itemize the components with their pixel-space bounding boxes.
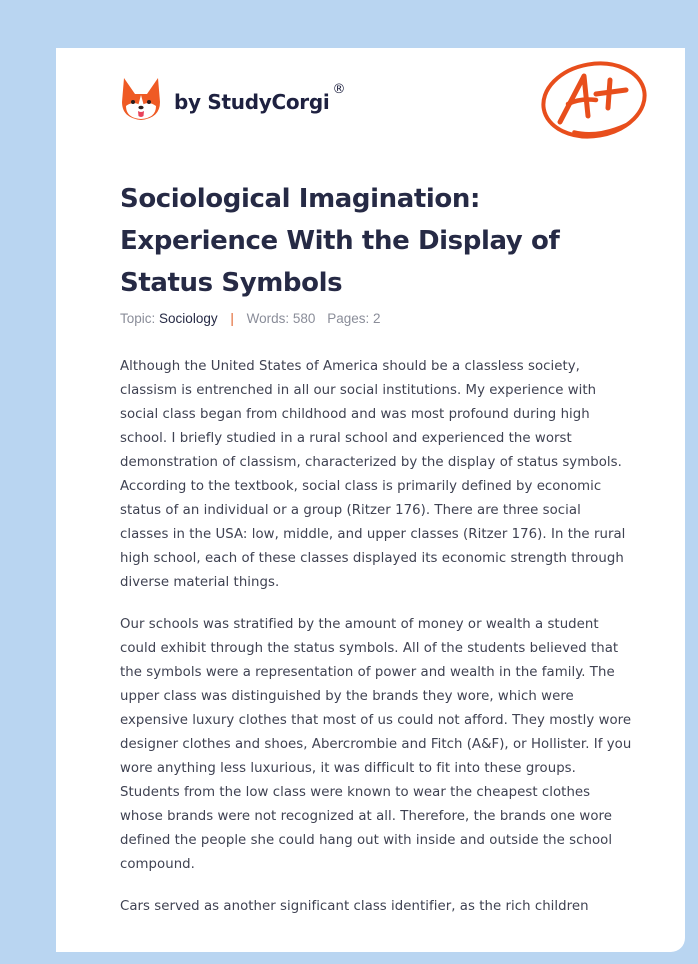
topic-link[interactable]: Sociology [159,311,218,326]
brand-name: by StudyCorgi [174,90,330,114]
meta-separator: | [230,311,234,326]
paragraph: Our schools was stratified by the amount of money or wealth a student could exhibit through the status symbols. All of the students believed that the symbols were a representation of power and wealth in the family. The upper class was distinguished by the brands they wore, which were expensive luxury clothes that most of us could not afford. They mostly wore designer clothes and shoes, Abercrombie and Fitch (A&F), or Hollister. If you wore anything less luxurious, it was difficult to fit into these groups. Students from the low class were known to wear the cheapest clothes whose brands were not recognized at all. Therefore, the brands one wore defined the people she could hang out with inside and outside the school compound. [120,617,632,872]
page-title: Sociological Imagination: Experience With the Display of Status Symbols [120,184,560,298]
topic-label: Topic: [120,311,156,326]
a-plus-grade-icon [538,58,650,142]
page-count: Pages: 2 [327,311,381,326]
corgi-icon [120,76,162,122]
paragraph: Although the United States of America should be a classless society, classism is entrenched in all our social institutions. My experience with social class began from childhood and was most profound during high school. I briefly studied in a rural school and experienced the worst demonstration of classism, characterized by the display of status symbols. According to the textbook, social class is primarily defined by economic status of an individual or a group (Ritzer 176). There are three social classes in the USA: low, middle, and upper classes (Ritzer 176). In the rural high school, each of these classes displayed its economic strength through diverse material things. [120,359,626,590]
brand-logo[interactable] [120,76,345,122]
essay-body [120,355,632,937]
registered-mark: ® [332,81,346,97]
paragraph: Cars served as another significant class identifier, as the rich children [120,899,589,914]
document-meta [120,311,381,326]
word-count: Words: 580 [246,311,316,326]
document-card [56,48,685,952]
